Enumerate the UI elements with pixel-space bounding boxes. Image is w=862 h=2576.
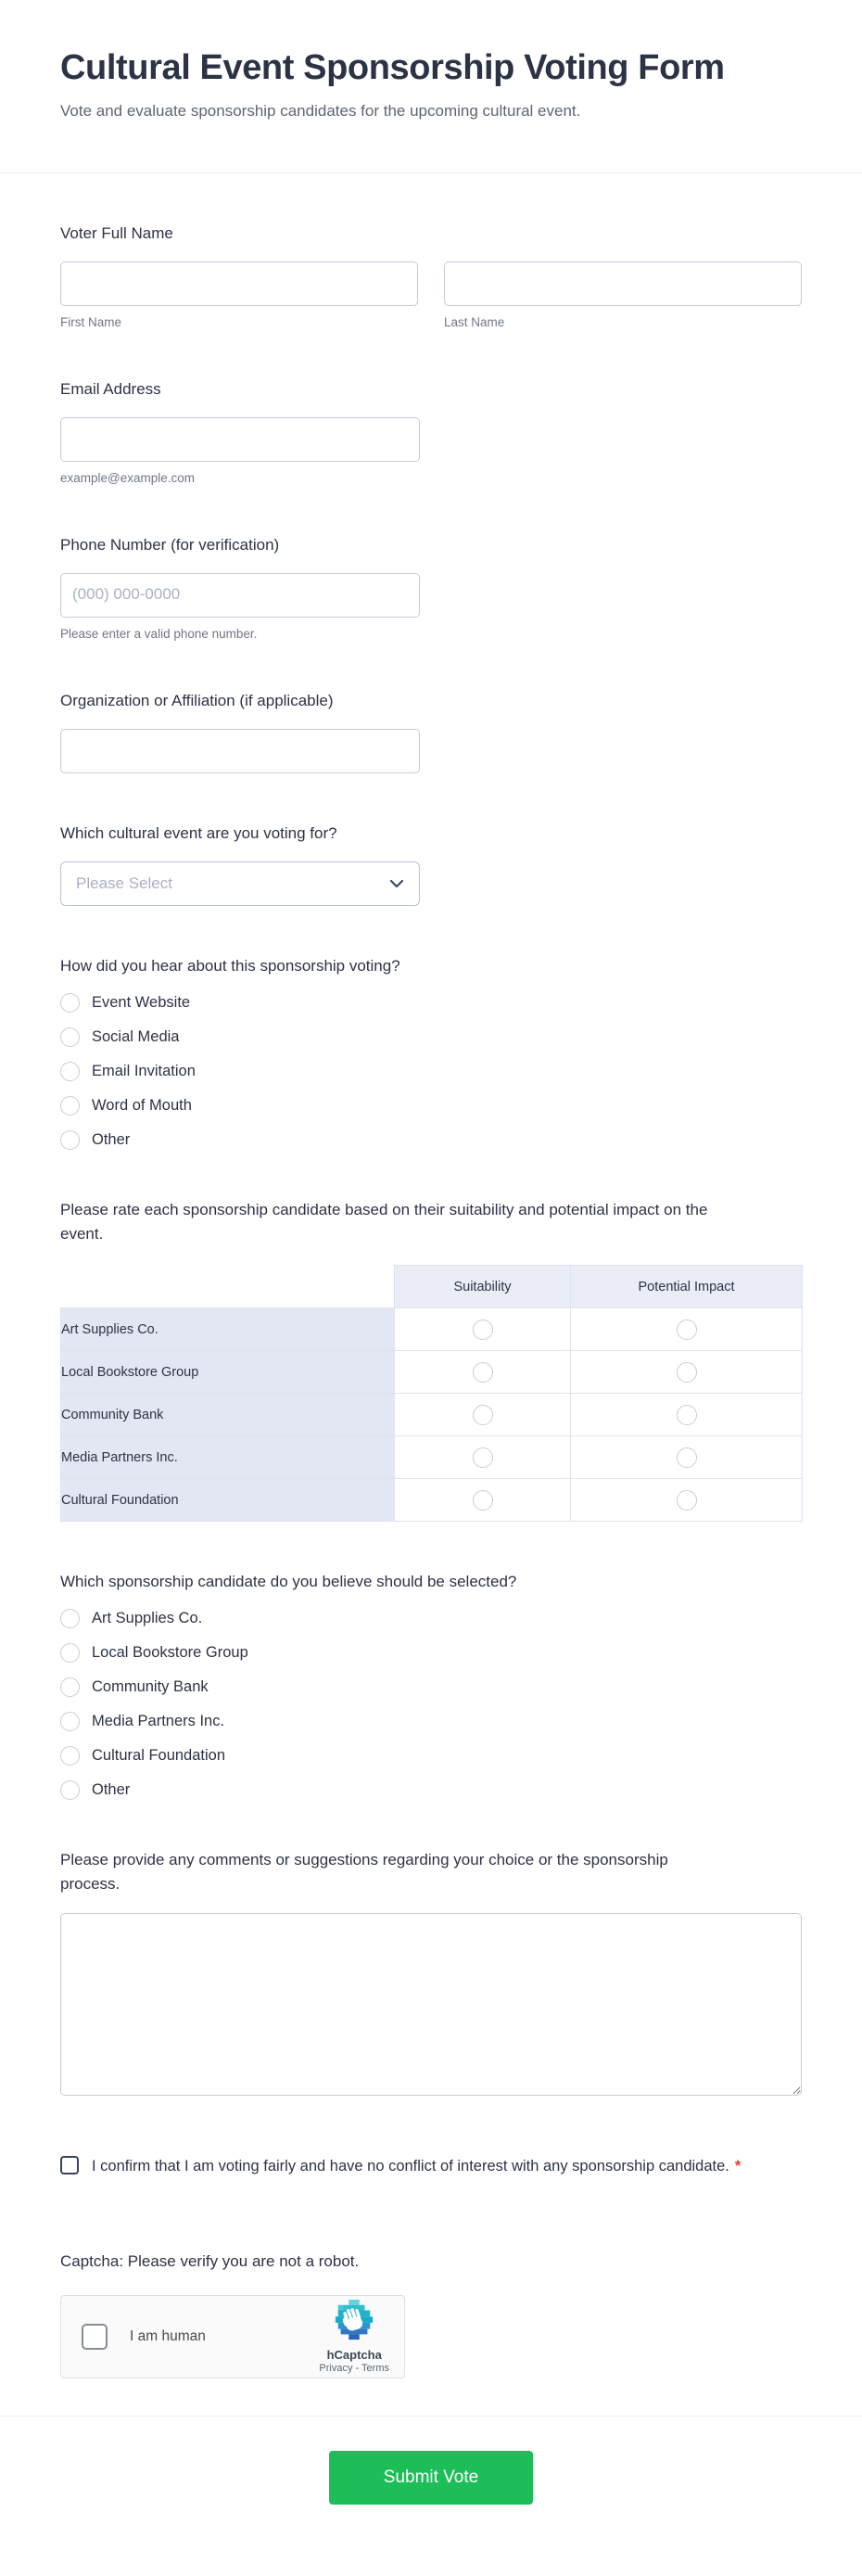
radio-button[interactable] (60, 1027, 80, 1047)
hcaptcha-brand-name: hCaptcha (326, 2348, 382, 2362)
voter-name-label: Voter Full Name (60, 224, 173, 242)
hcaptcha-privacy-terms-links[interactable]: Privacy - Terms (319, 2363, 389, 2374)
required-asterisk: * (734, 2158, 742, 2174)
table-header-row (61, 1266, 803, 1308)
column-header: Potential Impact (571, 1266, 803, 1308)
table-row (61, 1479, 803, 1522)
rating-cell[interactable] (571, 1394, 803, 1436)
email-label: Email Address (60, 380, 161, 398)
comments-label: Please provide any comments or suggestions regarding your choice or the sponsorship process. (60, 1851, 668, 1893)
candidate-option[interactable] (60, 1677, 802, 1697)
heard-about-option[interactable] (60, 1130, 802, 1150)
radio-button[interactable] (60, 1746, 80, 1766)
option-label: Event Website (92, 994, 191, 1011)
question-heard-about (60, 954, 802, 1150)
heard-about-option[interactable] (60, 993, 802, 1013)
radio-button[interactable] (60, 1712, 80, 1731)
candidate-option[interactable] (60, 1643, 802, 1663)
radio-button[interactable] (677, 1447, 697, 1468)
rating-cell[interactable] (395, 1479, 571, 1522)
comments-textarea[interactable] (60, 1913, 802, 2096)
question-email (60, 377, 802, 485)
candidate-option[interactable] (60, 1609, 802, 1628)
radio-button[interactable] (60, 1780, 80, 1800)
radio-button[interactable] (473, 1447, 493, 1468)
phone-label: Phone Number (for verification) (60, 536, 280, 554)
rating-cell[interactable] (571, 1308, 803, 1351)
event-select-dropdown[interactable] (60, 861, 420, 906)
radio-button[interactable] (677, 1362, 697, 1383)
option-label: Cultural Foundation (92, 1747, 226, 1764)
question-phone (60, 533, 802, 641)
form-footer (0, 2416, 862, 2554)
email-input[interactable] (60, 417, 420, 462)
event-select-label: Which cultural event are you voting for? (60, 824, 337, 842)
submit-vote-button[interactable]: Submit Vote (329, 2451, 533, 2505)
option-label: Other (92, 1781, 131, 1798)
option-label: Other (92, 1131, 131, 1148)
hcaptcha-widget (60, 2295, 405, 2378)
last-name-sublabel: Last Name (444, 315, 505, 329)
option-label: Media Partners Inc. (92, 1713, 225, 1729)
event-select-value: Please Select (76, 874, 172, 892)
radio-button[interactable] (60, 1643, 80, 1663)
radio-button[interactable] (60, 1130, 80, 1150)
captcha-label: Captcha: Please verify you are not a robot. (60, 2252, 360, 2270)
table-row (61, 1436, 803, 1479)
radio-button[interactable] (473, 1405, 493, 1425)
question-rating-table (60, 1198, 802, 1522)
radio-button[interactable] (60, 1062, 80, 1081)
question-event-select (60, 822, 802, 906)
rating-table (60, 1265, 803, 1522)
organization-label: Organization or Affiliation (if applicable) (60, 692, 334, 709)
name-inputs-row (60, 261, 802, 329)
first-name-sublabel: First Name (60, 315, 122, 329)
rating-cell[interactable] (395, 1351, 571, 1394)
radio-button[interactable] (60, 1096, 80, 1116)
form-body (0, 222, 862, 2378)
form-header (0, 0, 862, 173)
candidate-option[interactable] (60, 1712, 802, 1731)
heard-about-option[interactable] (60, 1096, 802, 1116)
row-label: Media Partners Inc. (61, 1436, 395, 1479)
hcaptcha-checkbox[interactable] (82, 2324, 108, 2350)
heard-about-option[interactable] (60, 1027, 802, 1047)
column-header: Suitability (395, 1266, 571, 1308)
table-row (61, 1394, 803, 1436)
option-label: Art Supplies Co. (92, 1610, 203, 1626)
question-comments (60, 1848, 802, 2096)
hcaptcha-logo-icon (333, 2300, 375, 2342)
radio-button[interactable] (677, 1490, 697, 1511)
rating-cell[interactable] (395, 1436, 571, 1479)
table-corner-cell (61, 1266, 395, 1308)
radio-button[interactable] (473, 1362, 493, 1383)
candidate-option[interactable] (60, 1780, 802, 1800)
question-captcha (60, 2250, 802, 2378)
question-confirmation (60, 2153, 754, 2179)
last-name-input[interactable] (444, 261, 802, 306)
row-label: Local Bookstore Group (61, 1351, 395, 1394)
rating-cell[interactable] (395, 1394, 571, 1436)
question-organization (60, 689, 802, 773)
radio-button[interactable] (677, 1405, 697, 1425)
row-label: Cultural Foundation (61, 1479, 395, 1522)
confirmation-text: I confirm that I am voting fairly and have no conflict of interest with any sponsorship candidate. (92, 2158, 729, 2174)
first-name-input[interactable] (60, 261, 418, 306)
rating-cell[interactable] (571, 1436, 803, 1479)
rating-cell[interactable] (571, 1351, 803, 1394)
option-label: Community Bank (92, 1678, 209, 1695)
option-label: Social Media (92, 1028, 180, 1045)
radio-button[interactable] (677, 1320, 697, 1340)
phone-input[interactable] (60, 573, 420, 618)
question-voter-name (60, 222, 802, 329)
first-name-col (60, 261, 418, 329)
organization-input[interactable] (60, 729, 420, 773)
candidate-choice-label: Which sponsorship candidate do you believe should be selected? (60, 1573, 517, 1590)
hcaptcha-brand-block (319, 2300, 389, 2374)
option-label: Local Bookstore Group (92, 1644, 248, 1661)
radio-button[interactable] (473, 1490, 493, 1511)
last-name-col (444, 261, 802, 329)
radio-button[interactable] (60, 993, 80, 1013)
page-subtitle: Vote and evaluate sponsorship candidates for the upcoming cultural event. (60, 102, 581, 120)
radio-button[interactable] (60, 1609, 80, 1628)
hcaptcha-checkbox-label: I am human (130, 2328, 206, 2344)
option-label: Word of Mouth (92, 1097, 192, 1114)
heard-about-option[interactable] (60, 1062, 802, 1081)
rating-table-label: Please rate each sponsorship candidate based on their suitability and potential impact on the event. (60, 1201, 708, 1243)
page-title: Cultural Event Sponsorship Voting Form (60, 48, 725, 87)
option-label: Email Invitation (92, 1063, 196, 1079)
question-candidate-choice (60, 1570, 802, 1800)
rating-cell[interactable] (571, 1479, 803, 1522)
candidate-option[interactable] (60, 1746, 802, 1766)
row-label: Community Bank (61, 1394, 395, 1436)
heard-about-label: How did you hear about this sponsorship voting? (60, 957, 400, 975)
confirmation-checkbox[interactable] (60, 2156, 79, 2174)
table-row (61, 1351, 803, 1394)
radio-button[interactable] (473, 1320, 493, 1340)
phone-helper: Please enter a valid phone number. (60, 627, 258, 641)
table-row (61, 1308, 803, 1351)
chevron-down-icon (389, 879, 404, 888)
rating-cell[interactable] (395, 1308, 571, 1351)
row-label: Art Supplies Co. (61, 1308, 395, 1351)
email-helper: example@example.com (60, 471, 196, 485)
radio-button[interactable] (60, 1677, 80, 1697)
